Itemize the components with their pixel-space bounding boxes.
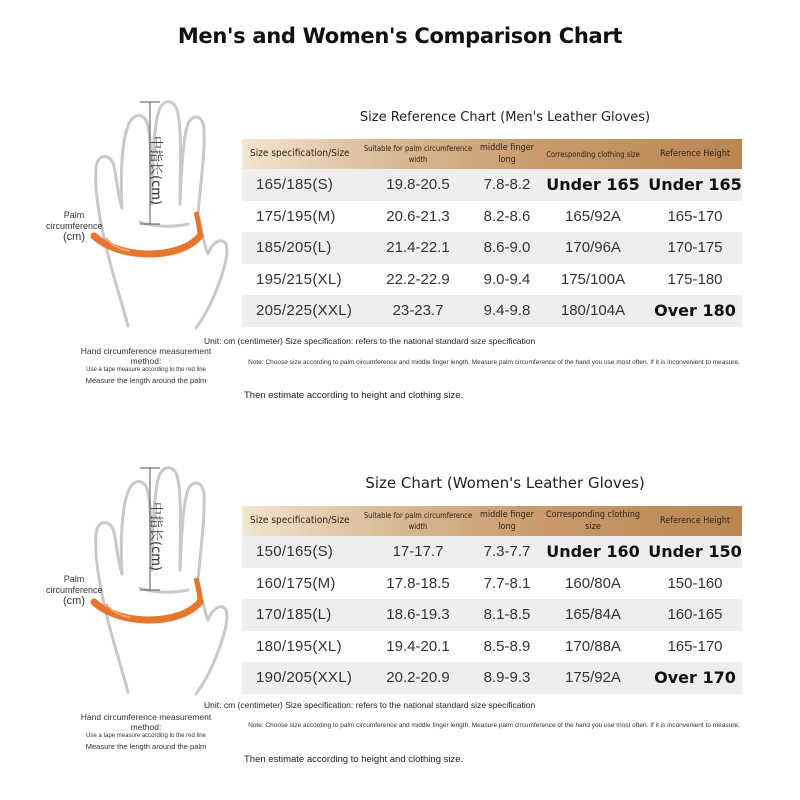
men-chart-title: Size Reference Chart (Men's Leather Gloves) bbox=[359, 110, 651, 125]
women-size-table bbox=[242, 506, 742, 694]
table-row: 180/195(XL) 19.4-20.1 8.5-8.9 170/88A 165-170 bbox=[242, 631, 742, 663]
table-row: 190/205(XXL) 20.2-20.9 8.9-9.3 175/92A Over 170 bbox=[242, 662, 742, 694]
palm-circumference-label: Palm circumference (cm) bbox=[46, 574, 103, 607]
header-palm: Suitable for palm circumference width bbox=[363, 511, 473, 531]
men-size-table bbox=[242, 139, 742, 327]
header-size: Size specification/Size bbox=[250, 148, 350, 159]
table-row: 150/165(S) 17-17.7 7.3-7.7 Under 160 Under 150 bbox=[242, 536, 742, 568]
table-row: 205/225(XXL) 23-23.7 9.4-9.8 180/104A Over 180 bbox=[242, 295, 742, 327]
table-row: 170/185(L) 18.6-19.3 8.1-8.5 165/84A 160-165 bbox=[242, 599, 742, 631]
palm-circumference-label: Palm circumference (cm) bbox=[46, 210, 103, 243]
finger-length-label: 中指长(cm) bbox=[148, 502, 163, 571]
header-height: Reference Height bbox=[659, 149, 731, 159]
header-finger: middle finger long bbox=[480, 510, 534, 532]
table-row: 160/175(M) 17.8-18.5 7.7-8.1 160/80A 150-160 bbox=[242, 568, 742, 600]
table-header bbox=[242, 139, 742, 169]
measurement-method: Hand circumference measurement method: Use a tape measure according to the red line Measure the length around the palm bbox=[80, 712, 212, 751]
choose-note: Note: Choose size according to palm circumference and middle finger length. Measure palm circumference of the hand you use most often. If it is inconvenient to measure, bbox=[248, 722, 740, 729]
estimate-note: Then estimate according to height and clothing size. bbox=[244, 390, 464, 401]
header-clothing: Corresponding clothing size bbox=[545, 510, 641, 532]
table-row: 185/205(L) 21.4-22.1 8.6-9.0 170/96A 170-175 bbox=[242, 232, 742, 264]
page-title: Men's and Women's Comparison Chart bbox=[177, 24, 623, 48]
table-row: 195/215(XL) 22.2-22.9 9.0-9.4 175/100A 175-180 bbox=[242, 264, 742, 296]
header-size: Size specification/Size bbox=[250, 515, 350, 526]
finger-length-label: 中指长(cm) bbox=[148, 136, 163, 205]
men-section bbox=[0, 96, 800, 466]
unit-note: Unit: cm (centimeter) Size specification: refers to the national standard size specification bbox=[204, 336, 536, 346]
table-row: 175/195(M) 20.6-21.3 8.2-8.6 165/92A 165-170 bbox=[242, 201, 742, 233]
women-chart-title: Size Chart (Women's Leather Gloves) bbox=[365, 474, 645, 492]
women-section bbox=[0, 462, 800, 800]
table-header bbox=[242, 506, 742, 536]
header-height: Reference Height bbox=[659, 516, 731, 526]
unit-note: Unit: cm (centimeter) Size specification: refers to the national standard size specification bbox=[204, 700, 536, 710]
header-clothing: Corresponding clothing size bbox=[546, 149, 640, 159]
header-palm: Suitable for palm circumference width bbox=[363, 144, 473, 164]
choose-note: Note: Choose size according to palm circumference and middle finger length. Measure palm circumference of the hand you use most often. If it is inconvenient to measure, bbox=[248, 359, 740, 366]
measurement-method: Hand circumference measurement method: Use a tape measure according to the red line Measure the length around the palm bbox=[80, 346, 212, 385]
table-row: 165/185(S) 19.8-20.5 7.8-8.2 Under 165 Under 165 bbox=[242, 169, 742, 201]
estimate-note: Then estimate according to height and clothing size. bbox=[244, 754, 464, 765]
header-finger: middle finger long bbox=[480, 143, 534, 165]
